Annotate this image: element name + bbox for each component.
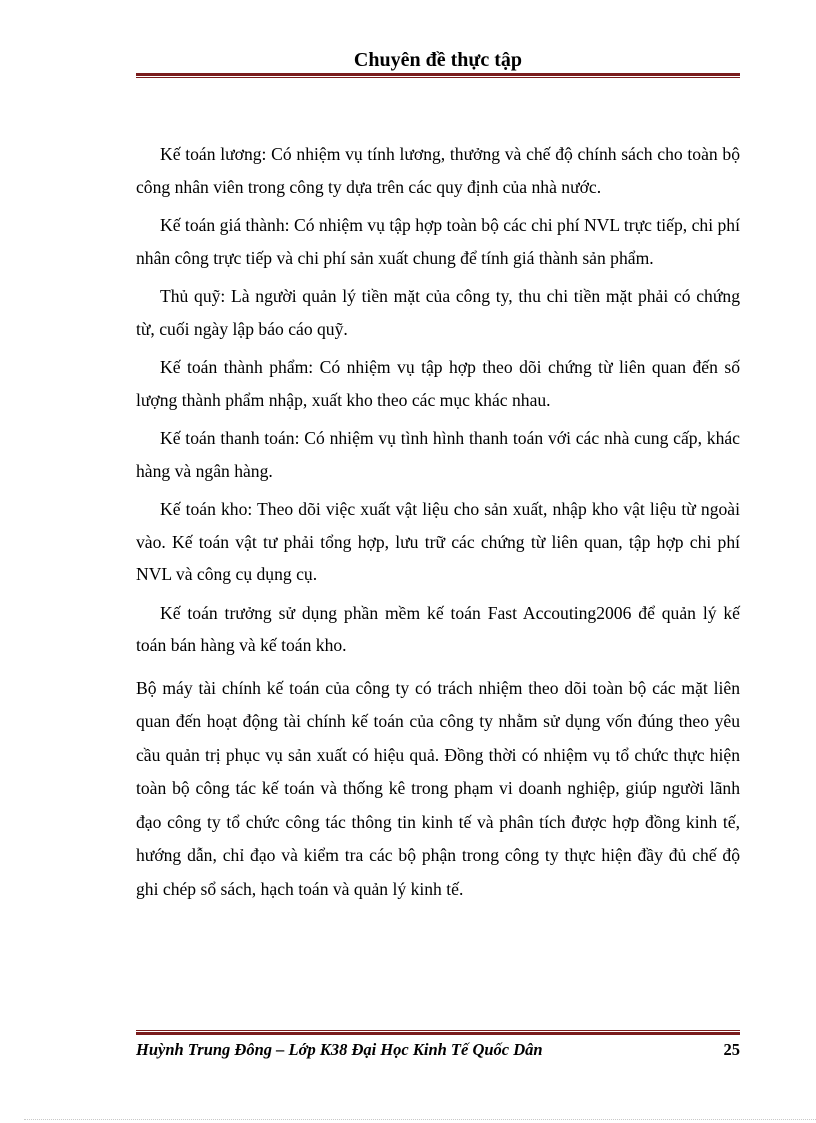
header-rule <box>136 73 740 78</box>
footer-author: Huỳnh Trung Đông – Lớp K38 Đại Học Kinh Tế Quốc Dân <box>136 1040 543 1059</box>
paragraph-ke-toan-thanh-toan: Kế toán thanh toán: Có nhiệm vụ tình hình thanh toán với các nhà cung cấp, khác hàng và ngân hàng. <box>136 428 740 481</box>
page-number: 25 <box>723 1040 740 1059</box>
paragraph-ke-toan-luong: Kế toán lương: Có nhiệm vụ tính lương, thưởng và chế độ chính sách cho toàn bộ công nhân viên trong công ty dựa trên các quy định của nhà nước. <box>136 144 740 197</box>
paragraph-bo-may-tai-chinh: Bộ máy tài chính kế toán của công ty có trách nhiệm theo dõi toàn bộ các mặt liên quan đến hoạt động tài chính kế toán của công ty nhằm sử dụng vốn đúng theo yêu cầu quản trị phục vụ sản xuất có hiệu quả. Đồng thời có nhiệm vụ tổ chức thực hiện toàn bộ công tác kế toán và thống kê trong phạm vi doanh nghiệp, giúp người lãnh đạo công ty tổ chức công tác thông tin kinh tế và phân tích được hợp đồng kinh tế, hướng dẫn, chỉ đạo và kiểm tra các bộ phận trong công ty thực hiện đầy đủ chế độ ghi chép sổ sách, hạch toán và quản lý kinh tế. <box>136 677 740 899</box>
page-footer <box>136 1039 740 1061</box>
footer-rule <box>136 1030 740 1035</box>
page-bottom-divider <box>24 1119 816 1120</box>
paragraph-ke-toan-thanh-pham: Kế toán thành phẩm: Có nhiệm vụ tập hợp theo dõi chứng từ liên quan đến số lượng thành phẩm nhập, xuất kho theo các mục khác nhau. <box>136 357 740 410</box>
paragraph-thu-quy: Thủ quỹ: Là người quản lý tiền mặt của công ty, thu chi tiền mặt phải có chứng từ, cuối ngày lập báo cáo quỹ. <box>136 286 740 339</box>
page-header-title: Chuyên đề thực tập <box>353 49 523 71</box>
paragraph-ke-toan-gia-thanh: Kế toán giá thành: Có nhiệm vụ tập hợp toàn bộ các chi phí NVL trực tiếp, chi phí nhân công trực tiếp và chi phí sản xuất chung để tính giá thành sản phẩm. <box>136 215 740 268</box>
paragraph-ke-toan-kho: Kế toán kho: Theo dõi việc xuất vật liệu cho sản xuất, nhập kho vật liệu từ ngoài vào. Kế toán vật tư phải tổng hợp, lưu trữ các chứng từ liên quan, tập hợp chi phí NVL và công cụ dụng cụ. <box>136 499 740 584</box>
document-body <box>136 138 740 912</box>
paragraph-ke-toan-truong: Kế toán trưởng sử dụng phần mềm kế toán Fast Accouting2006 để quản lý kế toán bán hàng và kế toán kho. <box>136 602 740 655</box>
